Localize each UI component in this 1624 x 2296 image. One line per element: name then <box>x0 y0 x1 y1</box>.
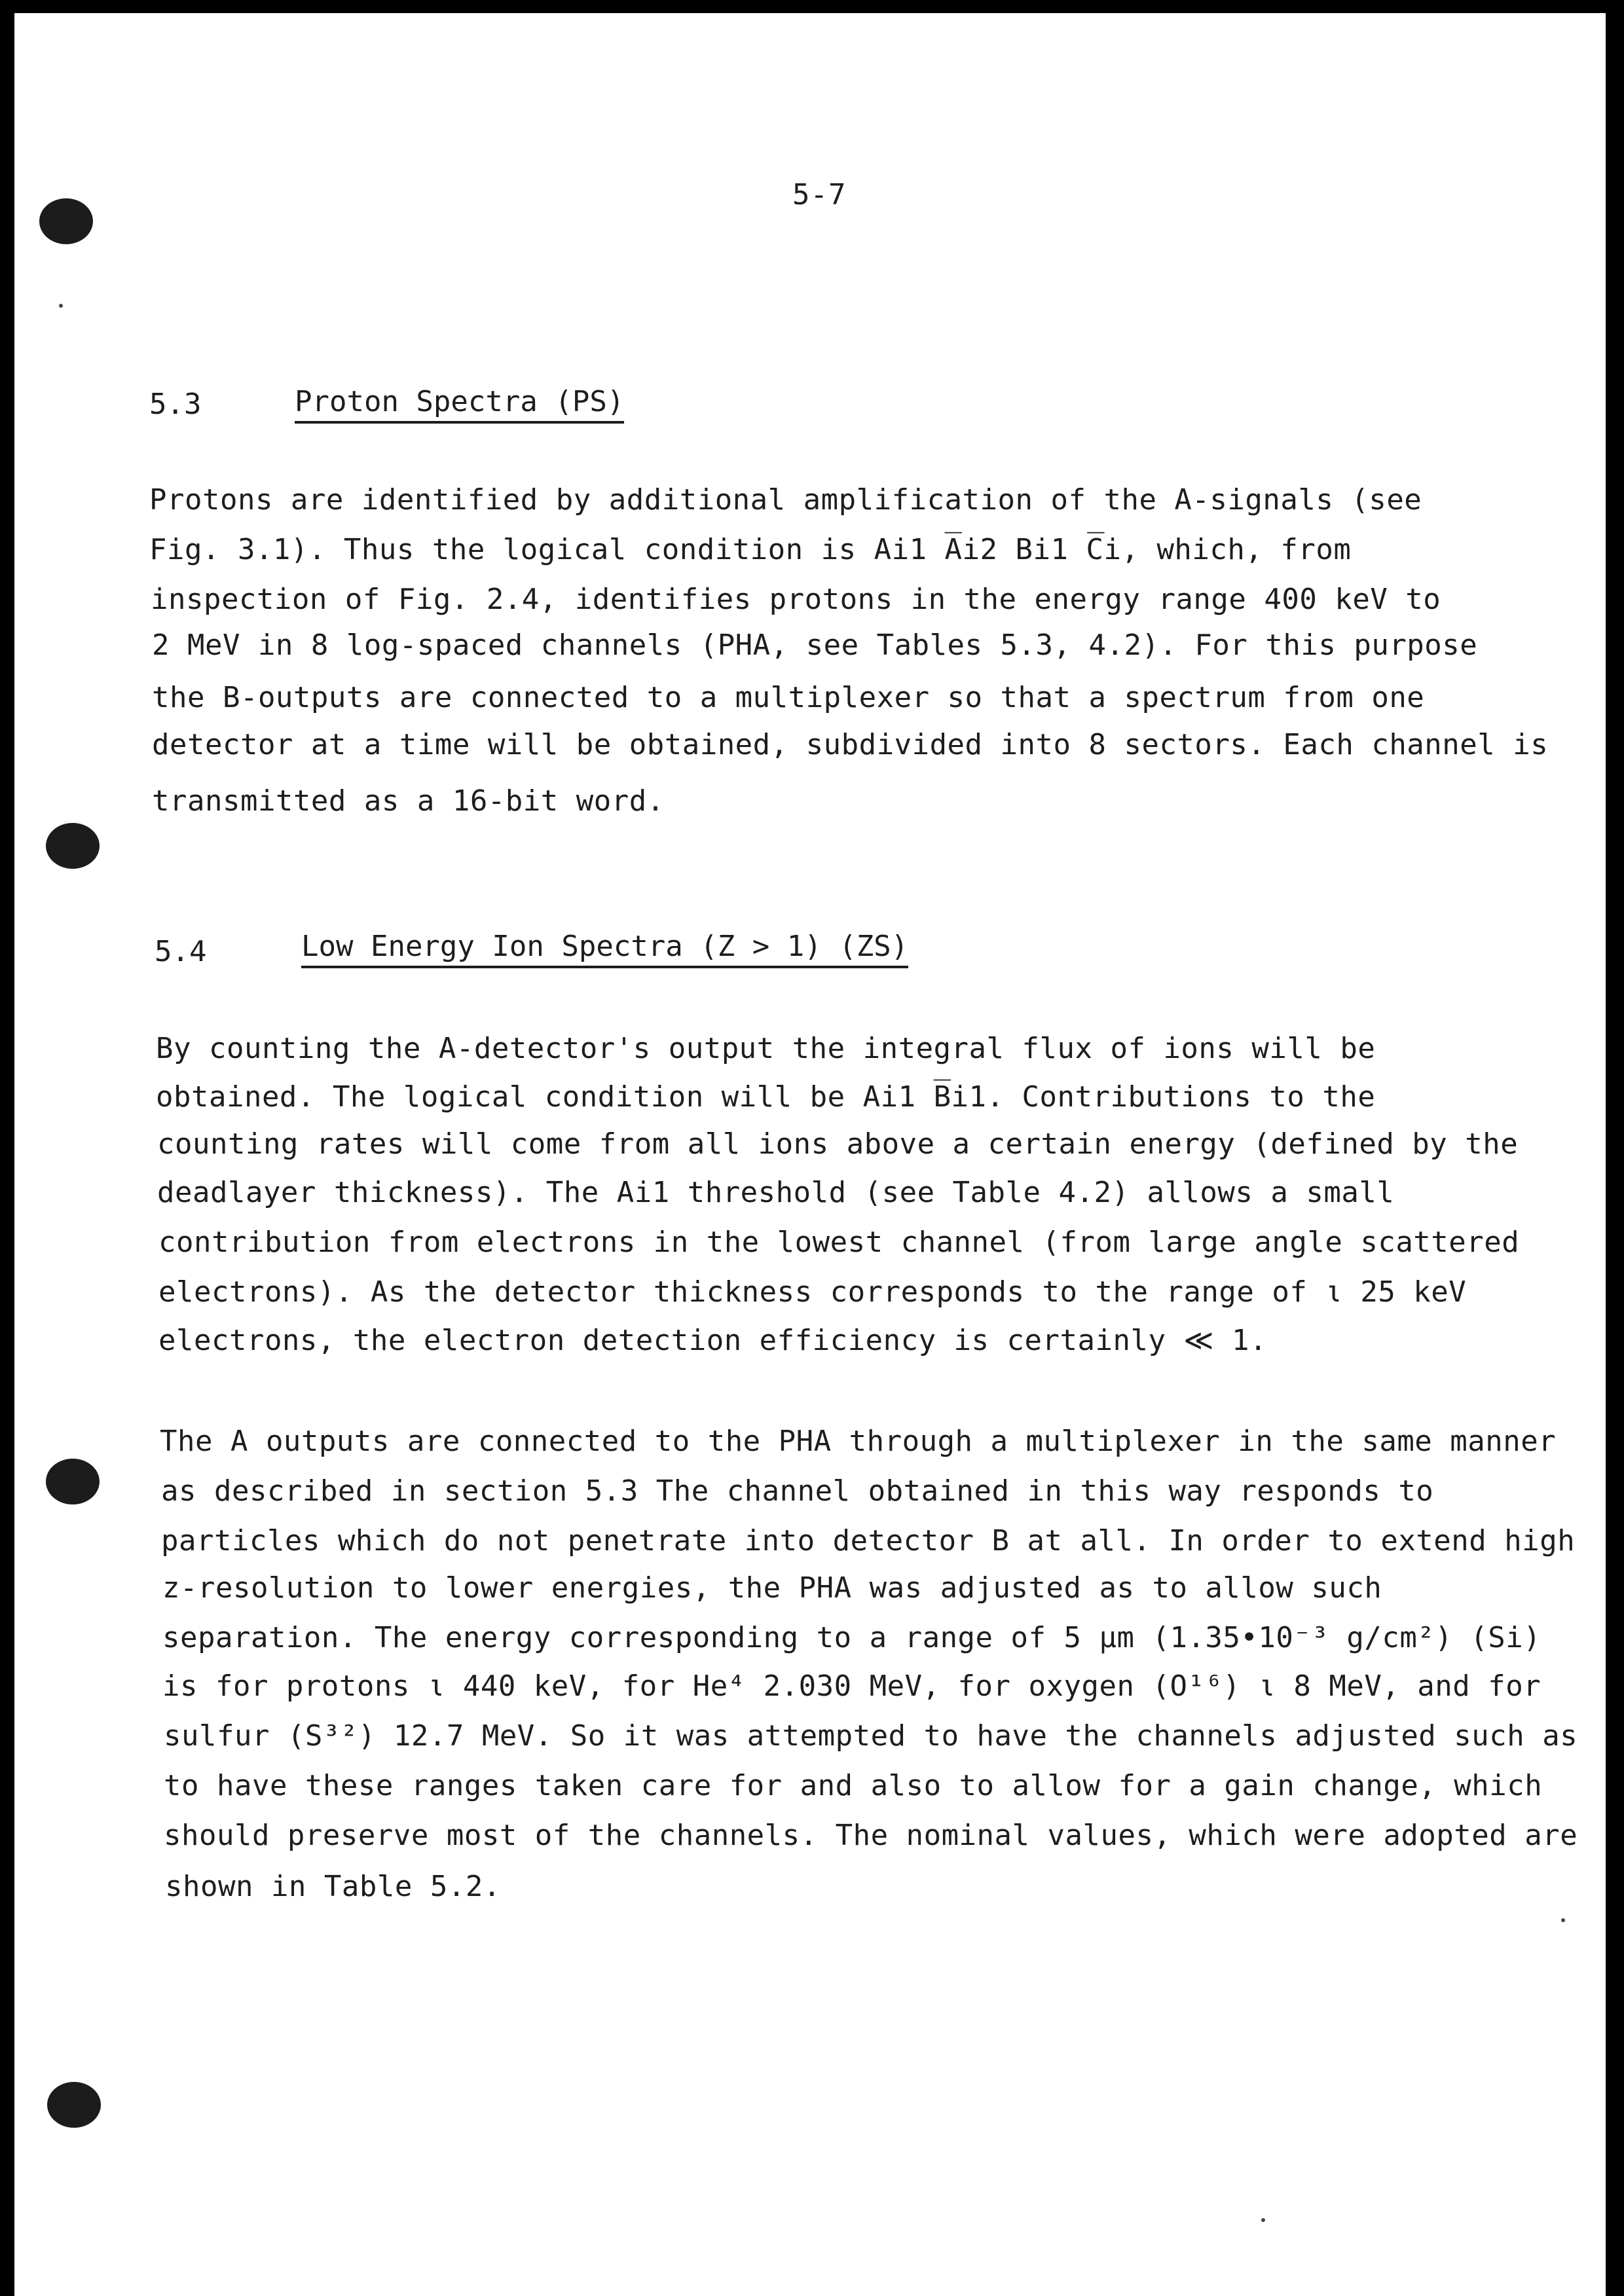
punch-hole-3 <box>46 1459 100 1504</box>
punch-hole-4 <box>47 2082 101 2128</box>
paragraph-line: 2 MeV in 8 log-spaced channels (PHA, see Tables 5.3, 4.2). For this purpose <box>152 629 1478 662</box>
scan-speck <box>59 304 63 308</box>
document-page <box>14 13 1606 2296</box>
paragraph-line: contribution from electrons in the lowest channel (from large angle scattered <box>158 1226 1520 1259</box>
paragraph-line: deadlayer thickness). The Ai1 threshold (see Table 4.2) allows a small <box>157 1176 1395 1209</box>
paragraph-line: The A outputs are connected to the PHA through a multiplexer in the same manner <box>160 1425 1557 1458</box>
section-title: Low Energy Ion Spectra (Z > 1) (ZS) <box>301 930 908 968</box>
paragraph-line: z-resolution to lower energies, the PHA was adjusted as to allow such <box>162 1571 1382 1605</box>
punch-hole-1 <box>39 198 93 244</box>
punch-hole-2 <box>46 823 100 869</box>
scan-speck <box>1261 2218 1265 2222</box>
paragraph-line: counting rates will come from all ions above a certain energy (defined by the <box>157 1127 1519 1161</box>
paragraph-line: electrons, the electron detection efficiency is certainly ≪ 1. <box>158 1324 1267 1357</box>
section-number: 5.3 <box>149 388 202 421</box>
paragraph-line: is for protons ι 440 keV, for He⁴ 2.030 MeV, for oxygen (O¹⁶) ι 8 MeV, and for <box>162 1669 1541 1703</box>
paragraph-line: transmitted as a 16-bit word. <box>152 784 665 818</box>
paragraph-line: shown in Table 5.2. <box>165 1870 501 1903</box>
paragraph-line: electrons). As the detector thickness corresponds to the range of ι 25 keV <box>158 1275 1467 1309</box>
section-title: Proton Spectra (PS) <box>295 385 624 424</box>
paragraph-line: Fig. 3.1). Thus the logical condition is Ai1 A̅i2 Bi1 C̅i, which, from <box>149 533 1352 566</box>
paragraph-line: obtained. The logical condition will be Ai1 B̅i1. Contributions to the <box>156 1080 1376 1114</box>
paragraph-line: separation. The energy corresponding to a range of 5 μm (1.35•10⁻³ g/cm²) (Si) <box>162 1621 1541 1654</box>
paragraph-line: to have these ranges taken care for and also to allow for a gain change, which <box>164 1769 1543 1802</box>
paragraph-line: Protons are identified by additional amplification of the A-signals (see <box>149 483 1422 517</box>
paragraph-line: By counting the A-detector's output the integral flux of ions will be <box>156 1032 1376 1065</box>
paragraph-line: as described in section 5.3 The channel obtained in this way responds to <box>161 1474 1434 1508</box>
page-number: 5-7 <box>792 178 847 211</box>
paragraph-line: sulfur (S³²) 12.7 MeV. So it was attempted to have the channels adjusted such as <box>164 1719 1578 1753</box>
paragraph-line: particles which do not penetrate into detector B at all. In order to extend high <box>161 1524 1576 1558</box>
paragraph-line: the B-outputs are connected to a multiplexer so that a spectrum from one <box>152 681 1425 714</box>
scan-speck <box>1561 1918 1565 1922</box>
paragraph-line: detector at a time will be obtained, subdivided into 8 sectors. Each channel is <box>152 728 1549 761</box>
paragraph-line: should preserve most of the channels. The nominal values, which were adopted are <box>164 1819 1578 1852</box>
section-number: 5.4 <box>155 935 207 968</box>
paragraph-line: inspection of Fig. 2.4, identifies protons in the energy range 400 keV to <box>151 583 1441 616</box>
